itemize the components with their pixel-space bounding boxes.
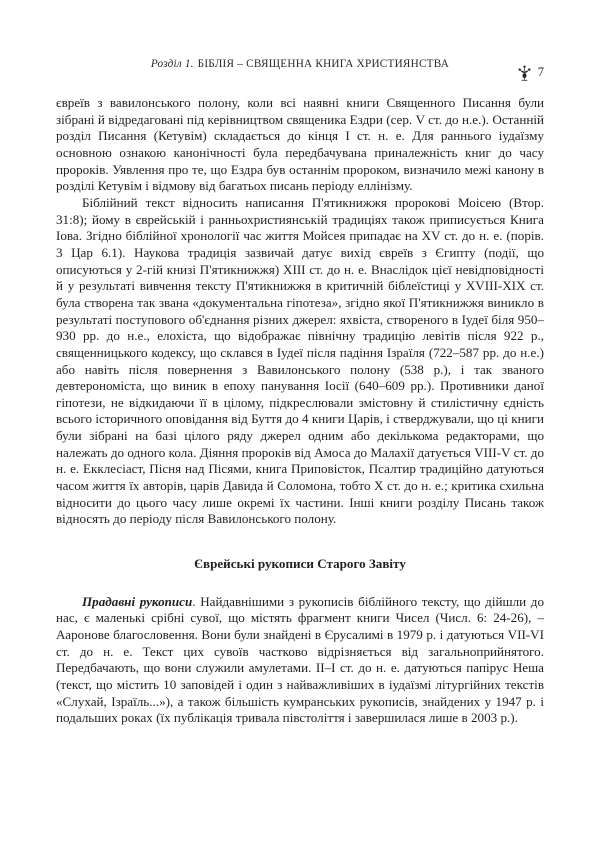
paragraph-lead-in-term: Прадавні рукописи <box>82 593 193 609</box>
paragraph-pentateuch-authorship: Біблійний текст відносить написання П'ятикнижжя пророкові Моісею (Втор. 31:8); йому в єврейській і ранньохристиянській традиціях також приписується Книга Іова. Згідно біблійної хронології час життя Мойсея припадає на XV ст. до н. е. (порів. 3 Цар 6.1). Наукова традиція зазвичай датує вихід євреїв з Єгипту (події, що описуються у 2-гій книзі П'ятикнижжя) XIII ст. до н. е. Внаслідок цієї невідповідності й у результаті вивчення тексту П'ятикнижжя в критичній біблеїстиці у XVIII-XIX ст. була створена так звана «документальна гіпотеза», згідно якої П'ятикнижжя виникло в результаті поступового об'єднання різних джерел: яхвіста, створеного в Іудеї біля 950–930 рр. до н.е., елохіста, що відображає північну традицію левітів після 922 р., священницького кодексу, що склався в Іудеї після падіння Ізраїля (722–587 рр. до н.е.) або навіть після повернення з Вавилонського полону (538 р.), і так званого девтерономіста, що виник в епоху панування Іосії (640–609 рр.). Противники даної гіпотези, не відкидаючи її в цілому, підкреслювали змістовну й стилістичну єдність всього історичного оповідання від Буття до 4 книги Царів, і стверджували, що ці книги були зібрані на базі цілого ряду джерел одним або декількома редакторами, що належать до одного кола. Діяння пророків від Амоса до Малахії датується VIII-V ст. до н. е. Екклесіаст, Пісня над Пісями, книга Приповісток, Псалтир традиційно датуються часом життя їх авторів, царів Давида й Соломона, тобто X ст. до н. е.; критика схильна відносити до цього часу лише окремі їх частини. Інші книги розділу Писань також відносять до періоду після Вавилонського полону. <box>56 194 544 527</box>
paragraph-continued-from-previous-page: євреїв з вавилонського полону, коли всі наявні книги Священного Писання були зібрані й відредаговані під керівництвом священика Ездри (сер. V ст. до н.е.). Останній розділ Писання (Кетувім) складається до кінця I ст. н. е. Для раннього іудаїзму основною ознакою канонічності була передбачувана приналежність книг до часу пророків. Уявлення про те, що Ездра був останнім пророком, визначило межі канону в розділі Кетувім і відмову від багатьох писань періоду еллінізму. <box>56 95 544 194</box>
heading-spacer-below <box>56 573 544 594</box>
fleuron-ornament-icon <box>518 65 531 81</box>
running-header <box>56 58 544 80</box>
paragraph-ancient-manuscripts <box>56 594 544 727</box>
heading-spacer-above <box>56 528 544 556</box>
page-body <box>56 95 544 727</box>
section-heading-hebrew-manuscripts: Єврейські рукописи Старого Завіту <box>194 556 406 572</box>
header-chapter-label: Розділ 1. <box>150 58 194 70</box>
page-number: 7 <box>537 65 544 79</box>
header-right-group <box>518 64 544 80</box>
header-chapter-title: БІБЛІЯ – СВЯЩЕННА КНИГА ХРИСТИЯНСТВА <box>197 58 450 70</box>
paragraph-ancient-manuscripts-text: . Найдавнішими з рукописів біблійного тексту, що дійшли до нас, є маленькі срібні сувої, що містять фрагмент книги Чисел (Числ. 6: 24-26), – Ааронове благословення. Вони були знайдені в Єрусалимі в 1979 р. і датуються VII-VI ст. до н. е. Текст цих сувоїв частково відрізняється від загальноприйнятого. Передбачають, що вони служили амулетами. II–I ст. до н. е. датуються папірус Неша (текст, що містить 10 заповідей і один з найважливіших в іудаїзмі літургійних текстів «Слухай, Ізраїль...»), а також більшість кумранських рукописів, знайдених у 1947 р. і подальших роках (їх публікація тривала півстоліття і завершилася лише в 2003 р.). <box>56 593 544 726</box>
